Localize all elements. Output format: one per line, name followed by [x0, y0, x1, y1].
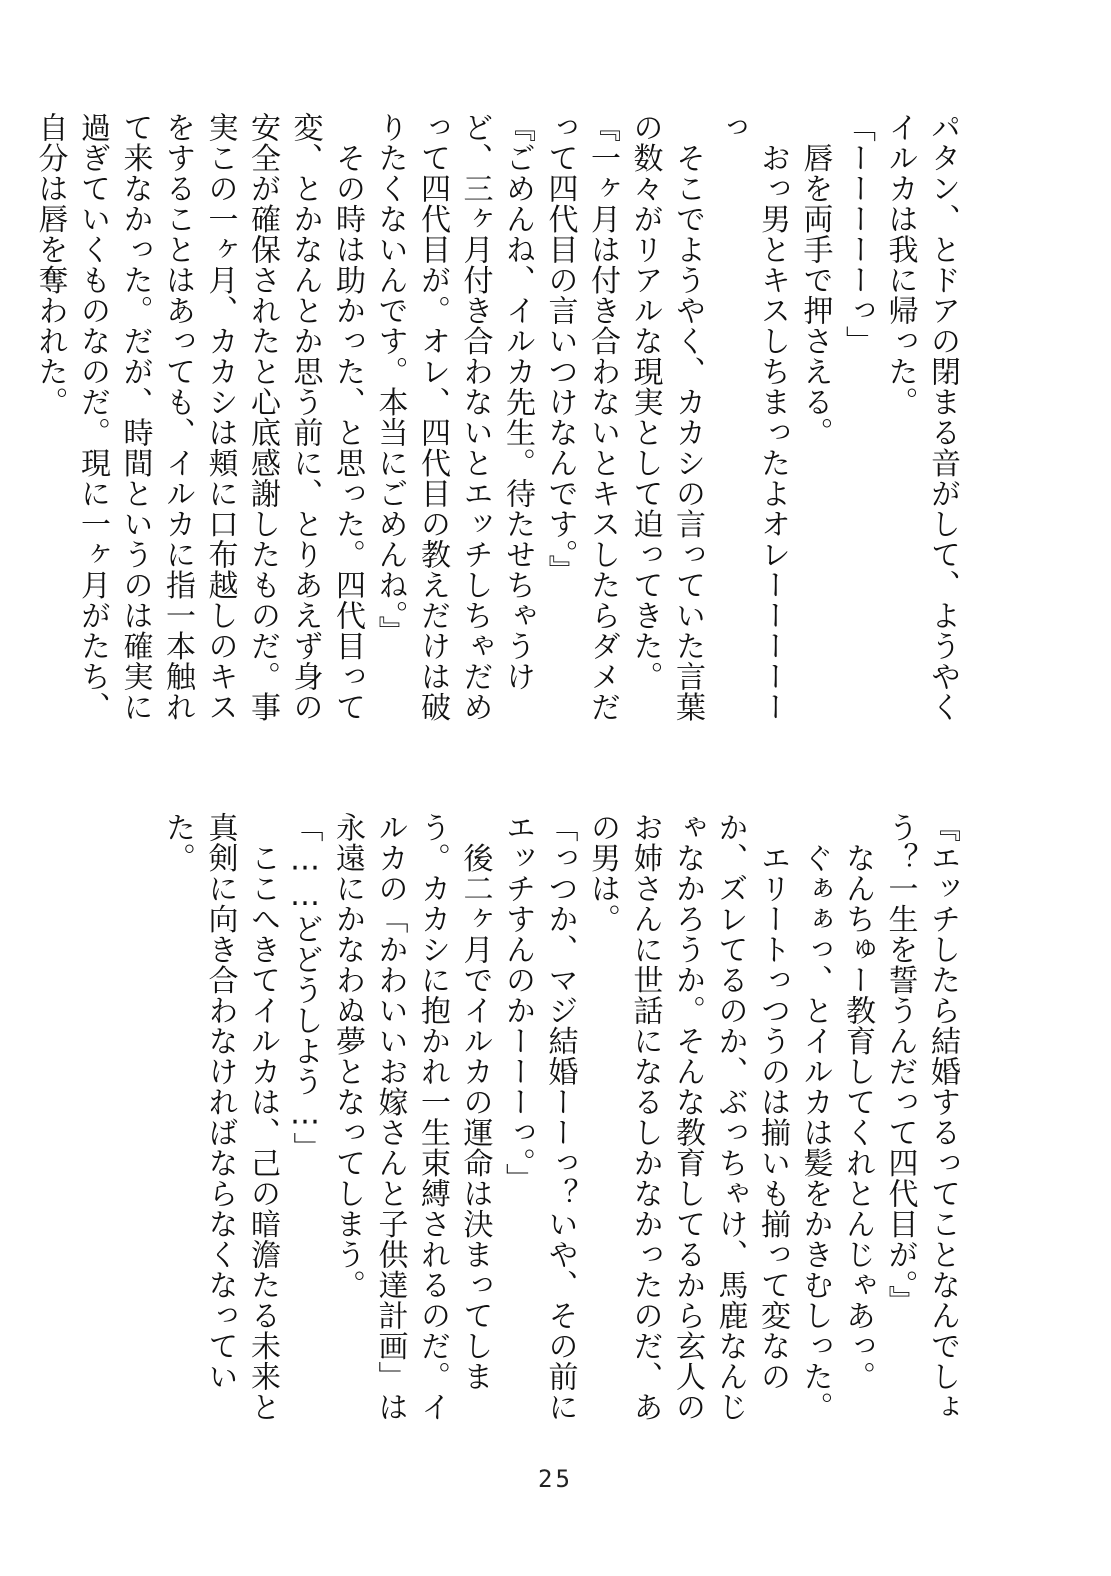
- page-number: 25: [538, 1465, 573, 1493]
- paragraph: 唇を両手で押さえる。: [797, 112, 833, 448]
- paragraph: おっ男とキスしちまったよオレーーーーーっ: [712, 112, 790, 722]
- text-block-top: [32, 112, 963, 752]
- paragraph: ぐぁぁっ、とイルカは髪をかきむしった。: [797, 812, 833, 1422]
- paragraph: 「……どどうしよう…」: [287, 812, 323, 1163]
- paragraph: エリートっつうのは揃いも揃って変なのか、ズレてるのか、ぶっちゃけ、馬鹿なんじゃなかろうか。そんな教育してるから玄人のお姉さんに世話になるしかなかったのだ、あの男は。: [585, 812, 790, 1422]
- paragraph: その時は助かった、と思った。四代目って変、とかなんとか思う前に、とりあえず身の安全が確保されたと心底感謝したものだ。事実この一ヶ月、カカシは頬に口布越しのキスをすることはあっても、イルカに指一本触れて来なかった。だが、時間というのは確実に過ぎていくものなのだ。現に一ヶ月がたち、自分は唇を奪われた。: [32, 112, 365, 722]
- text-block-bottom: [133, 812, 963, 1452]
- paragraph: そこでようやく、カカシの言っていた言葉の数々がリアルな現実として迫ってきた。: [627, 112, 705, 722]
- paragraph: 後二ヶ月でイルカの運命は決まってしまう。カカシに抱かれ一生束縛されるのだ。イルカの「かわいいお嫁さんと子供達計画」は永遠にかなわぬ夢となってしまう。: [330, 812, 493, 1422]
- paragraph: 『ごめんね、イルカ先生。待たせちゃうけど、三ヶ月付き合わないとエッチしちゃだめって四代目が。オレ、四代目の教えだけは破りたくないんです。本当にごめんね。』: [372, 112, 535, 722]
- paragraph: なんちゅー教育してくれとんじゃあっ。: [840, 812, 875, 1392]
- paragraph: 『エッチしたら結婚するってことなんでしょう？一生を誓うんだって四代目が。』: [882, 812, 960, 1422]
- paragraph: 『一ヶ月は付き合わないとキスしたらダメだって四代目の言いつけなんです。』: [542, 112, 620, 722]
- paragraph: ここへきてイルカは、己の暗澹たる未来と真剣に向き合わなければならなくなっていた。: [160, 812, 280, 1422]
- paragraph: パタン、とドアの閉まる音がして、ようやくイルカは我に帰った。: [882, 112, 960, 722]
- paragraph: 「っつか、マジ結婚ーーっ？いや、その前にエッチすんのかーーーっ。」: [500, 812, 578, 1422]
- paragraph: 「ーーーーーっ」: [840, 112, 875, 356]
